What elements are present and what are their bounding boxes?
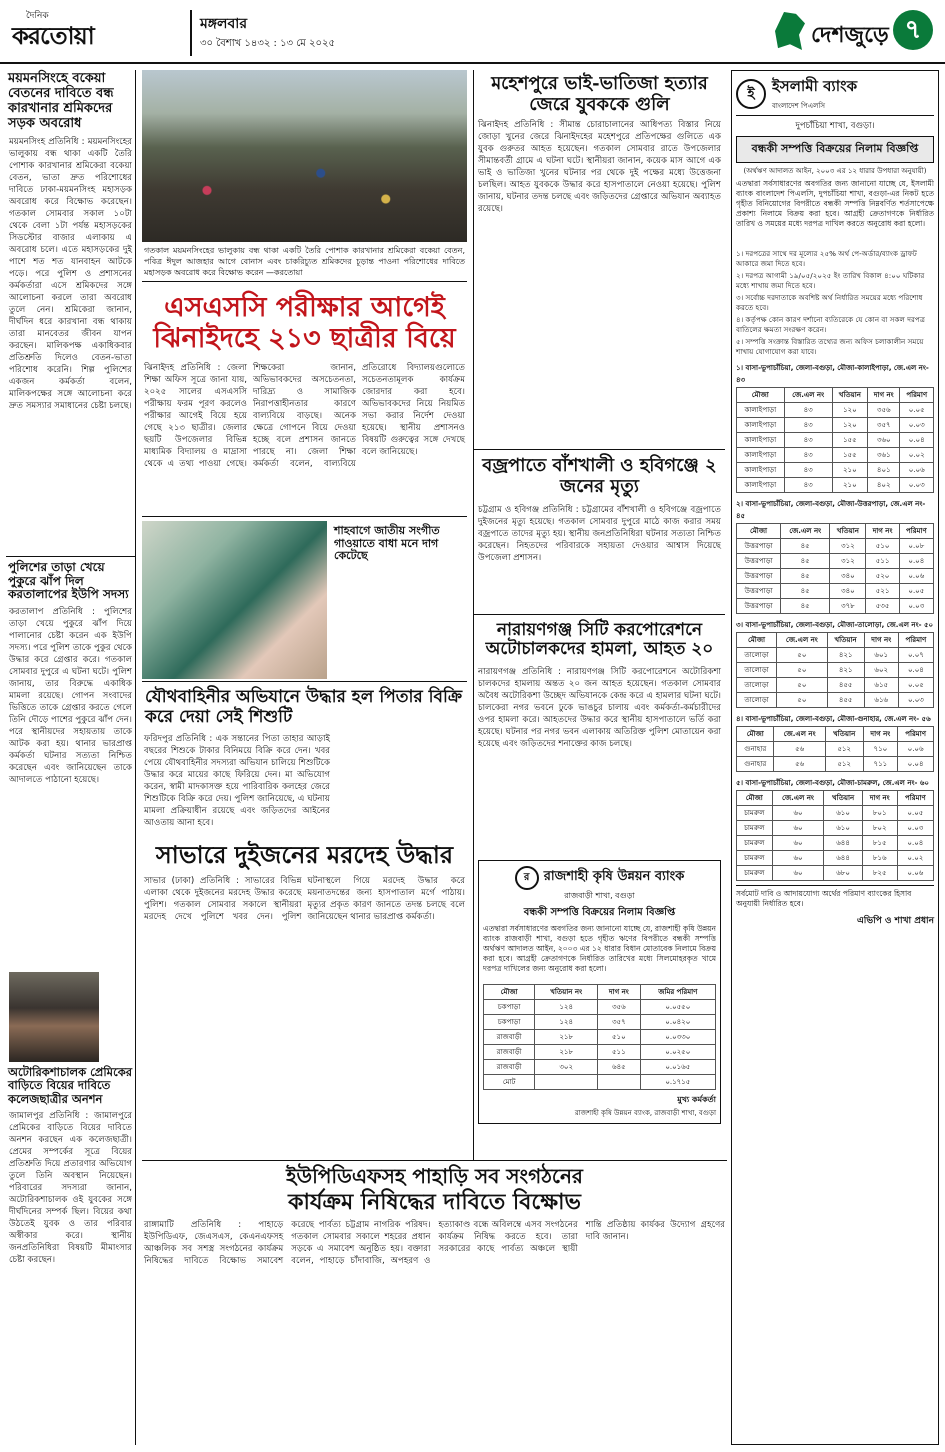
table-row — [737, 866, 934, 881]
table-cell: ৩৪০ — [830, 569, 866, 584]
table-cell: ৪৫ — [781, 599, 830, 614]
table-row — [484, 1014, 716, 1029]
table-header-cell: পরিমাণ — [898, 633, 933, 648]
table-cell: ১২৪ — [535, 1014, 598, 1029]
table-row — [737, 554, 934, 569]
table-cell: কালাইপাড়া — [737, 433, 785, 448]
table-cell: ৪৩ — [784, 463, 832, 478]
table-cell: ০.০৩ — [900, 418, 934, 433]
table-cell: ৪৫ — [781, 569, 830, 584]
table-header-cell: খতিয়ান — [825, 727, 863, 742]
notice-term: ৩। সর্বোচ্চ দরদাতাকে অবশিষ্ট অর্থ নির্ধারিত সময়ের মধ্যে পরিশোধ করতে হবে। — [736, 293, 923, 312]
photo-block — [142, 516, 467, 681]
table-cell: ৫৬ — [774, 757, 825, 772]
newspaper-logo-prefix: দৈনিক — [26, 11, 49, 21]
table-cell: ৫২১ — [866, 584, 899, 599]
table-row — [484, 999, 716, 1014]
table-header-cell: খতিয়ান — [832, 388, 867, 403]
table-row — [737, 742, 934, 757]
bangladesh-map-icon — [775, 12, 805, 50]
table-cell: ২১০ — [832, 478, 867, 493]
table-cell: ৮১৬ — [862, 851, 897, 866]
table-cell: উত্তরপাড়া — [737, 569, 781, 584]
column-1 — [6, 70, 136, 1445]
notice-term: ১। দরপত্রের সাথে দর মূল্যের ২৫% অর্থ পে-অর্ডার/ব্যাংক ড্রাফট আকারে জমা দিতে হবে। — [736, 249, 917, 268]
table-cell: ০.০৩ — [898, 693, 933, 708]
headline-maheshpur: মহেশপুরে ভাই-ভাতিজা হত্যার জেরে যুবককে গুলি — [491, 73, 708, 115]
table-row — [737, 448, 934, 463]
table-cell: ০.০৫ — [899, 584, 933, 599]
table-cell: ৬০ — [772, 806, 824, 821]
rakub-auction-notice — [478, 860, 721, 1124]
page-number: ৭ — [893, 10, 933, 50]
property-table-caption: ৩। বাসা-ভুপাচাঁচিয়া, জেলা-বগুড়া, মৌজা-তালোড়া, জে.এল নং- ৫০ — [736, 621, 934, 629]
table-row — [737, 757, 934, 772]
photo-road-blockade — [142, 70, 467, 242]
table-cell: ০.০২৫০ — [640, 1044, 715, 1059]
article-mymensingh: ময়মনসিংহ প্রতিনিধি : ময়মনসিংহের ভালুকায় বন্ধ থাকা একটি তৈরি পোশাক কারখানার শ্রমিকেরা বকেয়া বেতন, ভাতা দ্রুত পরিশোধের দাবিতে ঢাকা-ময়মনসিংহ মহাসড়ক অবরোধ করে বিক্ষোভ করেছেন। গতকাল সোমবার সকাল ১০টা থেকে বেলা ১টা পর্যন্ত মহাসড়কের সিডস্টোর বাজার এলাকায় এ অবরোধ চলে। এতে মহাসড়কের দুই পাশে শত শত যানবাহন আটকে পড়ে। পরে পুলিশ ও প্রশাসনের কর্মকর্তারা এসে শ্রমিকদের সঙ্গে আলোচনা করলে তারা অবরোধ তুলে নেন। শ্রমিকেরা জানান, দীর্ঘদিন ধরে কারখানা বন্ধ থাকায় তারা মানবেতর জীবন যাপন করছেন। মালিকপক্ষ একাধিকবার প্রতিশ্রুতি দিলেও বেতন-ভাতা পরিশোধ করেনি। শিল্প পুলিশের একজন কর্মকর্তা বলেন, মালিকপক্ষের সঙ্গে আলোচনা করে দ্রুত সমস্যার সমাধানের চেষ্টা চলছে। — [9, 136, 132, 411]
table-cell: গুনাহার — [737, 742, 774, 757]
property-table — [736, 632, 934, 708]
table-row — [737, 851, 934, 866]
photo-credit: —করতোয়া — [266, 268, 303, 277]
rakub-property-table — [483, 984, 716, 1090]
table-cell: ৩৬১ — [868, 448, 900, 463]
islami-bank-subtitle: বাংলাদেশ পিএলসি — [772, 102, 825, 110]
table-cell: ৫১২ — [825, 757, 863, 772]
property-table-caption: ৫। বাসা-ভুপাচাঁচিয়া, জেলা-বগুড়া, মৌজা-চামরুল, জে.এল নং- ৬০ — [736, 779, 929, 787]
table-cell: ৫১২ — [825, 742, 863, 757]
table-cell: ০.০৪ — [899, 554, 933, 569]
table-cell — [535, 1074, 598, 1089]
table-header-cell: পরিমাণ — [898, 727, 934, 742]
table-header-cell: মৌজা — [737, 388, 785, 403]
islami-bank-auction-notice — [731, 70, 939, 1445]
table-cell: ৫০ — [777, 693, 827, 708]
table-header-cell: খতিয়ান — [824, 791, 862, 806]
table-cell: মোট — [484, 1074, 535, 1089]
islami-property-tables — [736, 362, 934, 881]
table-cell: চকপাড়া — [484, 1014, 535, 1029]
table-cell: ০.০৬ — [900, 463, 934, 478]
table-cell: ৫১১ — [598, 1044, 641, 1059]
table-cell: ৫২০ — [866, 569, 899, 584]
table-cell: চামরুল — [737, 836, 773, 851]
table-cell: ৮১৫ — [862, 836, 897, 851]
table-cell: ৬০ — [772, 851, 824, 866]
table-row — [484, 1059, 716, 1074]
table-cell: ৪২১ — [827, 648, 864, 663]
table-row — [737, 569, 934, 584]
photo-portrait — [9, 972, 99, 1062]
table-header-cell: জে.এল নং — [784, 388, 832, 403]
table-cell: ২১৮ — [535, 1044, 598, 1059]
bottom-story — [142, 1160, 727, 1429]
table-cell: ৮০২ — [862, 821, 897, 836]
table-cell: গুনাহার — [737, 757, 774, 772]
table-cell: ১৫৫ — [832, 433, 867, 448]
headline-hunger-strike: অটোরিকশাচালক প্রেমিকের বাড়িতে বিয়ের দাবিতে কলেজছাত্রীর অনশন — [8, 1065, 133, 1106]
table-cell: ৩৬০ — [868, 433, 900, 448]
islami-signature: এভিপি ও শাখা প্রধান — [856, 916, 934, 926]
table-cell: ৫০ — [777, 678, 827, 693]
table-cell: কালাইপাড়া — [737, 403, 785, 418]
table-cell: ৬০১ — [864, 648, 898, 663]
table-cell: ৬১৫ — [864, 678, 898, 693]
table-cell: ১২০ — [832, 403, 867, 418]
table-cell: ৬৪৪ — [824, 836, 862, 851]
column-3 — [473, 70, 725, 1160]
table-cell: ০.০২ — [900, 448, 934, 463]
table-header-cell: জমির পরিমাণ — [640, 984, 715, 999]
table-row — [737, 463, 934, 478]
table-header-cell: খতিয়ান — [827, 633, 864, 648]
table-cell: ৪৫ — [781, 554, 830, 569]
table-cell: ০.০৩ — [900, 478, 934, 493]
table-cell: তালোড়া — [737, 693, 777, 708]
section-header — [775, 8, 935, 56]
table-cell: ২১০ — [832, 463, 867, 478]
table-header-cell: মৌজা — [484, 984, 535, 999]
table-cell: ০.০৩৩০ — [640, 1029, 715, 1044]
headline-updf-line2: কার্যক্রম নিষিদ্ধের দাবিতে বিক্ষোভ — [288, 1189, 581, 1215]
table-cell: ৫১০ — [866, 539, 899, 554]
notice-term: ২। দরপত্র আগামী ১৯/০৫/২০২৫ ইং তারিখ বিকাল ৪:০০ ঘটিকার মধ্যে শাখায় জমা দিতে হবে। — [736, 271, 925, 290]
table-cell: ৭১০ — [863, 742, 898, 757]
table-cell: ৭১১ — [863, 757, 898, 772]
table-header-cell: দাগ নং — [866, 524, 899, 539]
article-maheshpur: ঝিনাইদহ প্রতিনিধি : সীমান্ত চোরাচালানের আধিপত্য বিস্তার নিয়ে জোড়া খুনের জেরে ঝিনাইদহের মহেশপুরে প্রতিপক্ষের গুলিতে এক যুবক গুরুতর আহত হয়েছেন। গতকাল সোমবার রাতে উপজেলার সীমান্তবর্তী গ্রামে এ ঘটনা ঘটে। স্থানীয়রা জানান, কয়েক মাস আগে এক ভাই ও ভাতিজা খুনের ঘটনার পর থেকে দুই পক্ষের মধ্যে উত্তেজনা চলছিল। আহত যুবককে উদ্ধার করে হাসপাতালে নেওয়া হয়েছে। পুলিশ জানায়, ঘটনার তদন্ত চলছে এবং জড়িতদের গ্রেপ্তারে অভিযান অব্যাহত রয়েছে। — [478, 120, 721, 215]
table-cell: ০.০৫ — [898, 678, 933, 693]
table-cell: তালোড়া — [737, 663, 777, 678]
islami-notice-terms — [736, 249, 934, 357]
table-cell: চকপাড়া — [484, 999, 535, 1014]
table-cell: ০.০৬ — [897, 866, 933, 881]
islami-notice-subtitle: (অর্থঋণ আদালত আইন, ২০০৩ এর ১২ ধারার উপধারা অনুযায়ী) — [743, 167, 927, 175]
table-header-cell: দাগ নং — [598, 984, 641, 999]
table-cell: চামরুল — [737, 851, 773, 866]
rakub-notice-title: বন্ধকী সম্পত্তি বিক্রয়ের নিলাম বিজ্ঞপ্তি — [523, 906, 676, 918]
table-cell: ৩০২ — [535, 1059, 598, 1074]
table-cell: ০.০৩ — [899, 599, 933, 614]
article-joint-forces: ফরিদপুর প্রতিনিধি : এক সন্তানের পিতা তাহার আড়াই বছরের শিশুকে টাকার বিনিময়ে বিক্রি করে দেন। খবর পেয়ে যৌথবাহিনীর সদস্যরা অভিযান চালিয়ে শিশুটিকে উদ্ধার করে মায়ের কাছে ফিরিয়ে দেন। মা অভিযোগ করেন, স্বামী মাদকাসক্ত হয়ে পারিবারিক কলহের জেরে শিশুটিকে বিক্রি করে দেয়। পুলিশ জানিয়েছে, এ ঘটনায় মামলা প্রক্রিয়াধীন রয়েছে এবং জড়িতদের আইনের আওতায় আনা হবে। — [144, 734, 330, 829]
table-cell: ৩৭৮ — [830, 599, 866, 614]
article-lightning: চট্টগ্রাম ও হবিগঞ্জ প্রতিনিধি : চট্টগ্রামের বাঁশখালী ও হবিগঞ্জে বজ্রপাতে দুইজনের মৃত্যু হয়েছে। গতকাল সোমবার দুপুরে মাঠে কাজ করার সময় বজ্রপাতে তাদের মৃত্যু হয়। স্থানীয় জনপ্রতিনিধিরা ঘটনার সত্যতা নিশ্চিত করেছেন। নিহতদের পরিবারকে সহায়তা দেওয়ার আশ্বাস দিয়েছে উপজেলা প্রশাসন। — [478, 504, 721, 563]
table-cell: চামরুল — [737, 821, 773, 836]
table-cell: ৬০ — [772, 821, 824, 836]
table-cell — [598, 1074, 641, 1089]
table-row — [737, 663, 934, 678]
islami-notice-intro: এতদ্বারা সর্বসাধারণের অবগতির জন্য জানানো যাচ্ছে যে, ইসলামী ব্যাংক বাংলাদেশ পিএলসি, দুপচাঁচিয়া শাখা, বগুড়া-এর নিকট হতে গৃহীত বিনিয়োগের বিপরীতে বন্ধকী সম্পত্তি নিম্নবর্ণিত শর্তসাপেক্ষে প্রকাশ্য নিলামে বিক্রয় করা হবে। আগ্রহী ক্রেতাগণকে নির্ধারিত তারিখ ও সময়ের মধ্যে দরপত্র দাখিল করতে অনুরোধ করা হলো। — [736, 179, 934, 228]
property-table — [736, 790, 934, 881]
table-header-cell: দাগ নং — [862, 791, 897, 806]
headline-narayanganj: নারায়ণগঞ্জ সিটি করপোরেশনে অটোচালকদের হামলা, আহত ২০ — [474, 614, 725, 666]
table-cell: ৪৩ — [784, 433, 832, 448]
property-table — [736, 726, 934, 772]
article-updf: রাঙ্গামাটি প্রতিনিধি : পাহাড়ে ইউপিডিএফ, জেএসএস, কেএনএফসহ আঞ্চলিক সব সশস্ত্র সংগঠনের কার্যক্রম নিষিদ্ধের দাবিতে বিক্ষোভ সমাবেশ করেছে পার্বত্য চট্টগ্রাম নাগরিক পরিষদ। গতকাল সোমবার সকালে শহরের প্রধান সড়কে এ সমাবেশ অনুষ্ঠিত হয়। বক্তারা বলেন, পাহাড়ে চাঁদাবাজি, অপহরণ ও হত্যাকাণ্ড বন্ধে অবিলম্বে এসব সংগঠনের কার্যক্রম নিষিদ্ধ করতে হবে। তারা সরকারের কাছে পার্বত্য অঞ্চলে স্থায়ী শান্তি প্রতিষ্ঠায় কার্যকর উদ্যোগ গ্রহণের দাবি জানান। — [144, 1220, 725, 1267]
table-cell: ৫১১ — [866, 554, 899, 569]
photo-caption-text: গতকাল ময়মনসিংহের ভালুকায় বন্ধ থাকা একটি তৈরি পোশাক কারখানার শ্রমিকেরা বকেয়া বেতন, পবিত্র ঈদুল আজহার আগে বোনাস এবং চাকরিচ্যুত শ্রমিকদের চূড়ান্ত পাওনা পরিশোধের দাবিতে মহাসড়ক অবরোধ করে বিক্ষোভ করেন — [144, 246, 465, 277]
table-cell: কালাইপাড়া — [737, 448, 785, 463]
table-header-cell: মৌজা — [737, 524, 781, 539]
table-row — [737, 648, 934, 663]
table-cell: রাজবাড়ী — [484, 1059, 535, 1074]
rakub-notice-text: এতদ্বারা সর্বসাধারণের অবগতির জন্য জানানো যাচ্ছে যে, রাজশাহী কৃষি উন্নয়ন ব্যাংক রাজবাড়ী শাখা, বগুড়া হতে গৃহীত ঋণের বিপরীতে বন্ধকী সম্পত্তি অর্থঋণ আদালত আইন, ২০০৩ এর ১২ ধারার বিধান মোতাবেক নিলামে বিক্রয় করা হবে। আগ্রহী ক্রেতাগণকে নির্ধারিত তারিখের মধ্যে সিলমোহরকৃত খামে দরপত্র দাখিলের জন্য অনুরোধ করা হলো। — [483, 923, 716, 973]
header-divider — [190, 10, 192, 56]
table-cell: ৩৪০ — [830, 584, 866, 599]
table-cell: ০.০৪ — [898, 663, 933, 678]
table-cell: ০.০৮ — [899, 539, 933, 554]
table-cell: ৫৩৫ — [866, 599, 899, 614]
table-cell: ০.০১৬৫ — [640, 1059, 715, 1074]
table-row — [484, 1029, 716, 1044]
table-cell: ৩১২ — [830, 539, 866, 554]
table-row — [484, 1074, 716, 1089]
table-cell: ৫০ — [777, 663, 827, 678]
property-table — [736, 387, 934, 493]
article-savar: সাভার (ঢাকা) প্রতিনিধি : সাভারের বিভিন্ন এলাকা থেকে দুইজনের মরদেহ উদ্ধার করেছে পুলিশ। গতকাল সোমবার সকালে স্থানীয়রা মরদেহ দেখে পুলিশে খবর দেন। পুলিশ ঘটনাস্থলে গিয়ে মরদেহ উদ্ধার করে ময়নাতদন্তের জন্য হাসপাতাল মর্গে পাঠায়। মৃত্যুর প্রকৃত কারণ জানতে তদন্ত চলছে বলে জানিয়েছেন থানার ভারপ্রাপ্ত কর্মকর্তা। — [144, 875, 465, 922]
table-cell: ১২০ — [832, 418, 867, 433]
table-cell: ০.০৫ — [900, 403, 934, 418]
table-cell: ৬১০ — [824, 806, 862, 821]
islami-bank-branch: দুপচাঁচিয়া শাখা, বগুড়া। — [795, 121, 875, 131]
table-cell: তালোড়া — [737, 648, 777, 663]
table-row — [737, 806, 934, 821]
table-row — [737, 821, 934, 836]
table-header-cell: জে.এল নং — [777, 633, 827, 648]
headline-child-marriage: এসএসসি পরীক্ষার আগেই ঝিনাইদহে ২১৩ ছাত্রীর বিয়ে — [142, 281, 467, 362]
table-row — [737, 599, 934, 614]
table-cell: ৮০১ — [862, 806, 897, 821]
islami-notice-title: বন্ধকী সম্পত্তি বিক্রয়ের নিলাম বিজ্ঞপ্তি — [736, 136, 934, 163]
issue-day: মঙ্গলবার — [200, 16, 248, 32]
table-row — [737, 584, 934, 599]
table-cell: ৮২৫ — [862, 866, 897, 881]
table-cell: ৬৪৪ — [824, 851, 862, 866]
article-hunger-strike: জামালপুর প্রতিনিধি : জামালপুরে প্রেমিকের বাড়িতে বিয়ের দাবিতে অনশন করছেন এক কলেজছাত্রী। প্রেমের সম্পর্কের সূত্রে বিয়ের প্রতিশ্রুতি দিয়ে প্রতারণার অভিযোগ তুলে তিনি অবস্থান নিয়েছেন। পরিবারের সদস্যরা জানান, অটোরিকশাচালক ওই যুবকের সঙ্গে দীর্ঘদিনের সম্পর্ক ছিল। বিয়ের কথা উঠতেই যুবক ও তার পরিবার অস্বীকার করে। স্থানীয় জনপ্রতিনিধিরা বিষয়টি মীমাংসার চেষ্টা করছেন। — [9, 1110, 132, 1265]
rakub-signature-office: রাজশাহী কৃষি উন্নয়ন ব্যাংক, রাজবাড়ী শাখা, বগুড়া — [574, 1108, 716, 1117]
headline-updf-line1: ইউপিডিএফসহ পাহাড়ি সব সংগঠনের — [286, 1164, 583, 1188]
table-cell: ৩৫৬ — [868, 403, 900, 418]
table-row — [737, 693, 934, 708]
table-cell: ৬১৬ — [864, 693, 898, 708]
table-cell: ৪০১ — [868, 463, 900, 478]
table-header-cell: জে.এল নং — [774, 727, 825, 742]
table-cell: ৬০ — [772, 836, 824, 851]
table-header-cell: পরিমাণ — [897, 791, 933, 806]
table-cell: উত্তরপাড়া — [737, 539, 781, 554]
table-cell: ২১৮ — [535, 1029, 598, 1044]
table-cell: ০.০৬ — [898, 742, 934, 757]
table-cell: উত্তরপাড়া — [737, 584, 781, 599]
table-cell: ৫১০ — [598, 1029, 641, 1044]
table-header-cell: খতিয়ান — [830, 524, 866, 539]
table-cell: ৪৫৫ — [827, 693, 864, 708]
table-cell: ৩১২ — [830, 554, 866, 569]
table-row — [737, 836, 934, 851]
rakub-branch: রাজবাড়ী শাখা, বগুড়া — [564, 890, 635, 900]
table-cell: ১৫৫ — [832, 448, 867, 463]
table-row — [737, 403, 934, 418]
table-cell: ৩৫৭ — [598, 1014, 641, 1029]
table-cell: ৪২১ — [827, 663, 864, 678]
table-row — [484, 1044, 716, 1059]
table-cell: ৬৪৫ — [598, 1059, 641, 1074]
table-cell: ৪৫ — [781, 539, 830, 554]
section-title: দেশজুড়ে — [811, 23, 889, 48]
article-child-marriage: ঝিনাইদহ প্রতিনিধি : জেলা শিক্ষা অফিস সূত্রে জানা যায়, ২০২৫ সালের এসএসসি পরীক্ষায় ফরম পূরণ করলেও পরীক্ষার আগেই বিয়ে হয়ে গেছে ২১৩ ছাত্রীর। জেলার ছয়টি উপজেলার বিভিন্ন মাধ্যমিক বিদ্যালয় ও মাদ্রাসা থেকে এ তথ্য পাওয়া গেছে। শিক্ষকেরা জানান, অভিভাবকদের অসচেতনতা, দারিদ্র্য ও সামাজিক নিরাপত্তাহীনতার কারণে বাল্যবিয়ে বাড়ছে। অনেক ক্ষেত্রে গোপনে বিয়ে দেওয়া হচ্ছে বলে প্রশাসন জানতে পারছে না। জেলা শিক্ষা কর্মকর্তা বলেন, বাল্যবিয়ে প্রতিরোধে বিদ্যালয়গুলোতে সচেতনতামূলক কার্যক্রম জোরদার করা হবে। অভিভাবকদের নিয়ে নিয়মিত সভা করার নির্দেশ দেওয়া হয়েছে। স্থানীয় প্রশাসনও বিষয়টি গুরুত্বের সঙ্গে দেখছে বলে জানিয়েছে। — [144, 363, 465, 470]
photo-caption — [142, 242, 467, 281]
table-cell: কালাইপাড়া — [737, 478, 785, 493]
table-cell: ৩৫৭ — [868, 418, 900, 433]
table-cell: ৪০২ — [868, 478, 900, 493]
issue-date: ৩০ বৈশাখ ১৪৩২ : ১৩ মে ২০২৫ — [200, 38, 336, 49]
article-narayanganj: নারায়ণগঞ্জ প্রতিনিধি : নারায়ণগঞ্জ সিটি করপোরেশনে অটোরিকশা চালকদের হামলায় অন্তত ২০ জন আহত হয়েছেন। গতকাল সোমবার অবৈধ অটোরিকশা উচ্ছেদ অভিযানকে কেন্দ্র করে এ হামলার ঘটনা ঘটে। চালকেরা নগর ভবনে ঢুকে ভাঙচুর চালায় এবং কর্মকর্তা-কর্মচারীদের ওপর হামলা করে। আহতদের উদ্ধার করে স্থানীয় হাসপাতালে ভর্তি করা হয়েছে। ঘটনার পর নগর ভবন এলাকায় অতিরিক্ত পুলিশ মোতায়েন করা হয়েছে এবং জড়িতদের শনাক্তের কাজ চলছে। — [478, 666, 721, 749]
islami-bank-header — [736, 75, 934, 116]
islami-notice-footer: সর্বমোট দাবি ও আদায়যোগ্য অর্থের পরিমাণ ব্যাংকের হিসাব অনুযায়ী নির্ধারিত হবে। — [736, 885, 934, 909]
property-table — [736, 523, 934, 614]
table-header-cell: জে.এল নং — [781, 524, 830, 539]
table-header-cell: মৌজা — [737, 791, 773, 806]
table-cell: ০.১৭১৫ — [640, 1074, 715, 1089]
table-header-cell: পরিমাণ — [899, 524, 933, 539]
table-header-cell: খতিয়ান নং — [535, 984, 598, 999]
table-cell: তালোড়া — [737, 678, 777, 693]
property-table-caption: ২। বাসা-ভুপাচাঁচিয়া, জেলা-বগুড়া, মৌজা-উত্তরপাড়া, জে.এল নং- ৪৫ — [736, 500, 926, 520]
table-cell: ৪৩ — [784, 478, 832, 493]
table-cell: ৪৩ — [784, 448, 832, 463]
table-row — [737, 678, 934, 693]
table-cell: ৪৫৫ — [827, 678, 864, 693]
table-cell: ০.০৪ — [898, 757, 934, 772]
headline-joint-forces: যৌথবাহিনীর অভিযানে উদ্ধার হল পিতার বিক্রি করে দেয়া সেই শিশুটি — [142, 681, 467, 733]
table-cell: ৬০ — [772, 866, 824, 881]
masthead — [0, 0, 945, 64]
table-cell: চামরুল — [737, 866, 773, 881]
headline-savar: সাভারে দুইজনের মরদেহ উদ্ধার — [155, 840, 454, 870]
table-header-cell: মৌজা — [737, 633, 777, 648]
table-cell: ৩৫৬ — [598, 999, 641, 1014]
table-cell: ৪৩ — [784, 403, 832, 418]
table-cell: ৪৩ — [784, 418, 832, 433]
table-cell: ০.০৫ — [897, 806, 933, 821]
table-cell: ১২৪ — [535, 999, 598, 1014]
notice-term: ৫। সম্পত্তি সংক্রান্ত বিস্তারিত তথ্যের জন্য অফিস চলাকালীন সময়ে শাখায় যোগাযোগ করা যাবে। — [736, 337, 924, 356]
table-header-cell: দাগ নং — [868, 388, 900, 403]
table-header-cell: পরিমাণ — [900, 388, 934, 403]
table-cell: রাজবাড়ী — [484, 1029, 535, 1044]
photo-mother-child — [142, 521, 327, 679]
newspaper-logo: করতোয়া — [12, 21, 94, 50]
table-cell: ৫৬ — [774, 742, 825, 757]
table-cell: ৬০২ — [864, 663, 898, 678]
table-row — [737, 418, 934, 433]
headline-pond-jump: পুলিশের তাড়া খেয়ে পুকুরে ঝাঁপ দিল করতালাপের ইউপি সদস্য — [6, 556, 135, 606]
table-cell: রাজবাড়ী — [484, 1044, 535, 1059]
table-cell: কালাইপাড়া — [737, 418, 785, 433]
table-cell: ৫০ — [777, 648, 827, 663]
headline-anthem: শাহবাগে জাতীয় সংগীত গাওয়াতে বাধা মনে দাগ কেটেছে — [334, 524, 440, 563]
rakub-signature: মুখ্য কর্মকর্তা — [677, 1094, 716, 1104]
table-cell: ০.০৪২০ — [640, 1014, 715, 1029]
table-cell: ০.০৩ — [897, 821, 933, 836]
table-header-cell: জে.এল নং — [772, 791, 824, 806]
rakub-name: রাজশাহী কৃষি উন্নয়ন ব্যাংক — [543, 868, 685, 884]
table-cell: ০.০৫৫০ — [640, 999, 715, 1014]
notice-term: ৪। কর্তৃপক্ষ কোন কারণ দর্শানো ব্যতিরেকে যে কোন বা সকল দরপত্র বাতিলের ক্ষমতা সংরক্ষণ করেন। — [736, 315, 926, 334]
table-header-cell: দাগ নং — [864, 633, 898, 648]
islami-bank-name: ইসলামী ব্যাংক — [772, 77, 858, 95]
table-cell: ৬৮০ — [824, 866, 862, 881]
rakub-logo-icon: র — [515, 866, 539, 890]
table-cell: উত্তরপাড়া — [737, 554, 781, 569]
table-cell: উত্তরপাড়া — [737, 599, 781, 614]
table-cell: ০.০৪ — [897, 836, 933, 851]
table-cell: ০.০২ — [897, 851, 933, 866]
table-cell: ০.০৭ — [898, 648, 933, 663]
article-pond-jump: করতালাপ প্রতিনিধি : পুলিশের তাড়া খেয়ে পুকুরে ঝাঁপ দিয়ে পালানোর চেষ্টা করেন এক ইউপি সদস্য। পরে পুলিশ তাকে পুকুর থেকে উদ্ধার করে গ্রেপ্তার করে। গতকাল সোমবার দুপুরে এ ঘটনা ঘটে। পুলিশ জানায়, তার বিরুদ্ধে একাধিক মামলা রয়েছে। গোপন সংবাদের ভিত্তিতে তাকে গ্রেপ্তার করতে গেলে তিনি দৌড়ে পাশের পুকুরে ঝাঁপ দেন। পরে স্থানীয়দের সহায়তায় তাকে আটক করা হয়। থানার ভারপ্রাপ্ত কর্মকর্তা ঘটনার সত্যতা নিশ্চিত করেছেন এবং জানিয়েছেন তাকে আদালতে পাঠানো হয়েছে। — [9, 607, 132, 786]
table-cell: ০.০৪ — [900, 433, 934, 448]
table-row — [737, 539, 934, 554]
table-header-cell: দাগ নং — [863, 727, 898, 742]
table-row — [737, 433, 934, 448]
headline-mymensingh: ময়মনসিংহে বকেয়া বেতনের দাবিতে বন্ধ কারখানার শ্রমিকদের সড়ক অবরোধ — [8, 71, 114, 131]
headline-lightning: বজ্রপাতে বাঁশখালী ও হবিগঞ্জে ২ জনের মৃত্যু — [474, 449, 725, 503]
table-row — [737, 478, 934, 493]
table-cell: ৪৫ — [781, 584, 830, 599]
islami-bank-logo-icon: ই — [736, 79, 766, 109]
property-table-caption: ১। বাসা-ভুপাচাঁচিয়া, জেলা-বগুড়া, মৌজা-কালাইপাড়া, জে.এল নং- ৪৩ — [736, 364, 929, 384]
table-cell: চামরুল — [737, 806, 773, 821]
table-cell: কালাইপাড়া — [737, 463, 785, 478]
table-header-cell: মৌজা — [737, 727, 774, 742]
property-table-caption: ৪। বাসা-ভুপাচাঁচিয়া, জেলা-বগুড়া, মৌজা-গুনাহার, জে.এল নং- ৫৬ — [736, 715, 931, 723]
table-cell: ০.০৬ — [899, 569, 933, 584]
table-cell: ৬১০ — [824, 821, 862, 836]
